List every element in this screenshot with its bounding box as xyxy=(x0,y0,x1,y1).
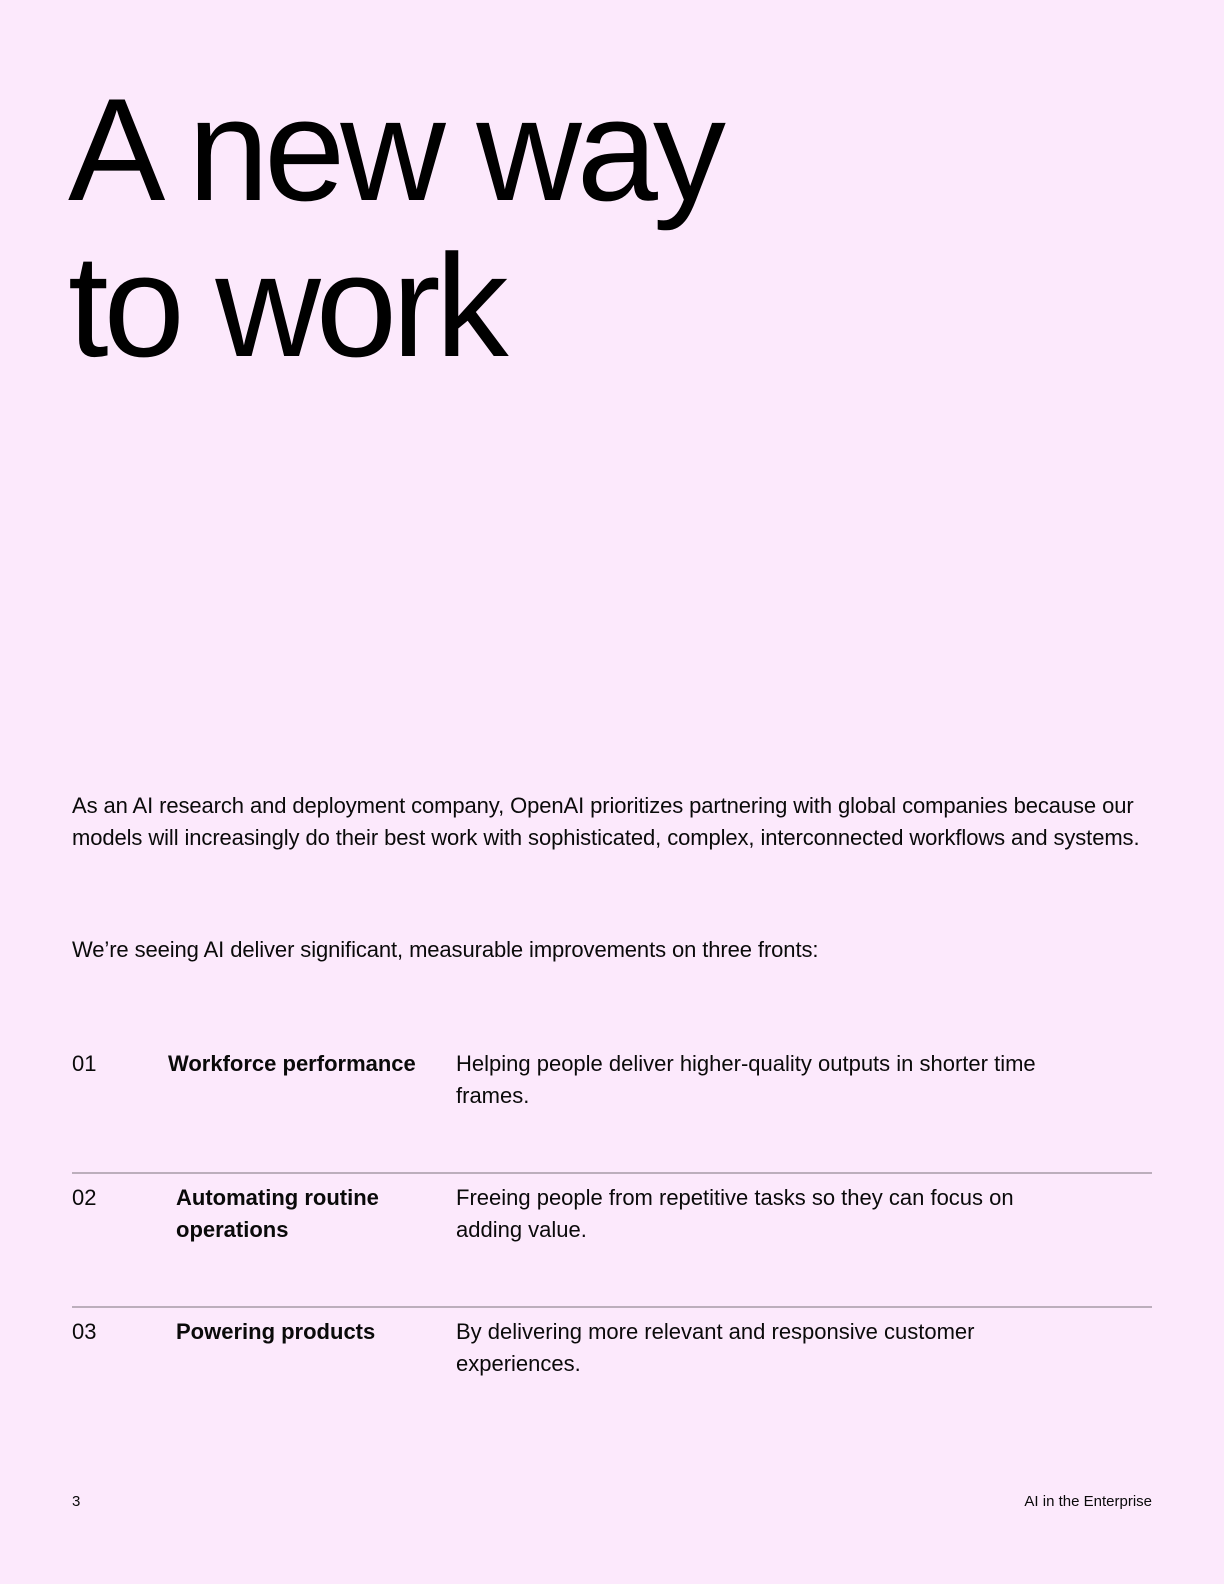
page-title-line-2: to work xyxy=(68,224,504,387)
front-name: Powering products xyxy=(176,1319,376,1344)
front-number: 01 xyxy=(72,1051,97,1076)
intro-paragraph: As an AI research and deployment company, OpenAI prioritizes partnering with global companies because our models will increasingly do their best work with sophisticated, complex, interconnected workflows and systems. xyxy=(72,793,1140,850)
front-row xyxy=(72,1040,1152,1174)
front-row xyxy=(72,1308,1152,1442)
front-number: 02 xyxy=(72,1185,97,1210)
front-number: 03 xyxy=(72,1319,97,1344)
front-description: By delivering more relevant and responsive customer experiences. xyxy=(456,1319,975,1376)
page-title-line-1: A new way xyxy=(68,68,721,231)
front-name: Automating routine operations xyxy=(176,1185,379,1242)
front-row xyxy=(72,1174,1152,1308)
page-title xyxy=(68,68,721,387)
front-description: Freeing people from repetitive tasks so they can focus on adding value. xyxy=(456,1185,1014,1242)
lead-paragraph: We’re seeing AI deliver significant, measurable improvements on three fronts: xyxy=(72,937,819,962)
document-title: AI in the Enterprise xyxy=(1024,1493,1152,1510)
fronts-list xyxy=(72,1040,1152,1442)
document-page xyxy=(68,0,1152,1584)
front-description: Helping people deliver higher-quality outputs in shorter time frames. xyxy=(456,1051,1036,1108)
front-name: Workforce performance xyxy=(168,1051,416,1076)
page-number: 3 xyxy=(72,1493,81,1510)
